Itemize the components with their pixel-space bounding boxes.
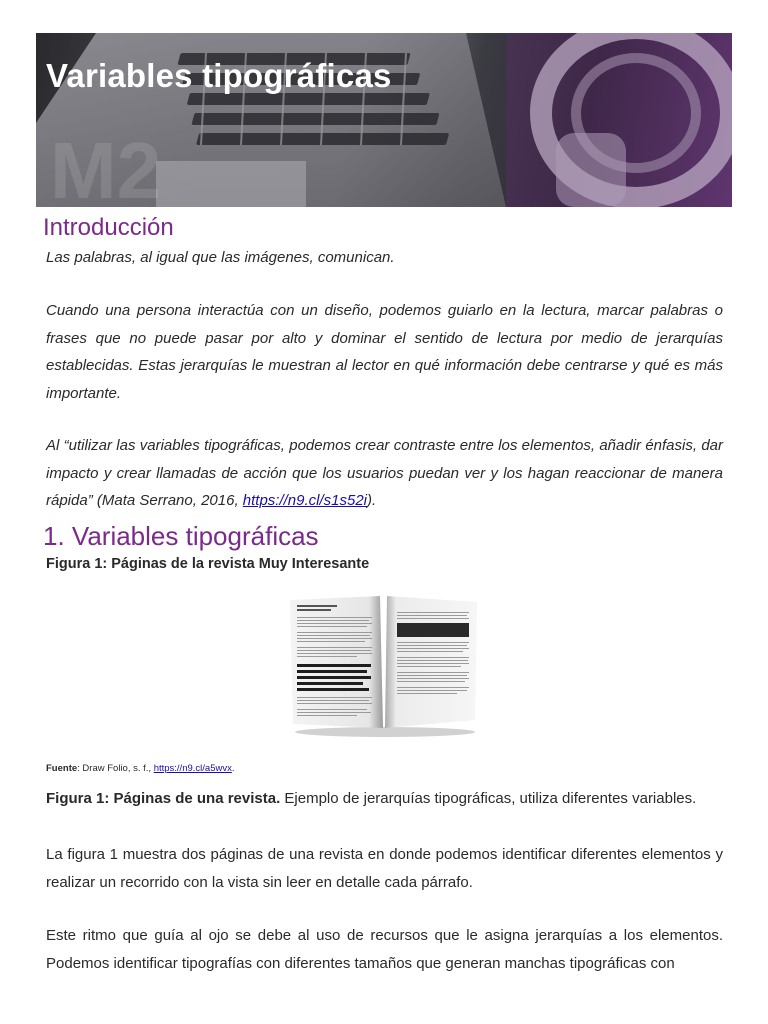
figure-caption — [46, 790, 696, 807]
caption-text: Ejemplo de jerarquías tipográficas, utiliza diferentes variables. — [280, 790, 697, 807]
intro-quote-text: Al “utilizar las variables tipográficas, podemos crear contraste entre los elementos, añadir énfasis, dar impacto y crear llamadas de acción que los usuarios puedan ver y los hagan reaccionar de manera rápida” (Mata Serrano, 2016, — [46, 437, 723, 509]
citation-link[interactable]: https://n9.cl/s1s52i — [242, 492, 368, 509]
section-heading: 1. Variables tipográficas — [43, 521, 319, 551]
intro-paragraph-3 — [46, 432, 723, 515]
open-magazine-image — [285, 592, 485, 738]
magazine-figure — [285, 592, 485, 738]
intro-heading: Introducción — [43, 214, 174, 241]
intro-quote-end: ). — [367, 492, 377, 509]
section-paragraph-1: La figura 1 muestra dos páginas de una revista en donde podemos identificar diferentes elementos y realizar un recorrido con la vista sin leer en detalle cada párrafo. — [46, 846, 723, 891]
module-code: M2 — [50, 126, 162, 207]
intro-paragraph-2: Cuando una persona interactúa con un diseño, podemos guiarlo en la lectura, marcar palabras o frases que no puede pasar por alto y dominar el sentido de lectura por medio de jerarquías establecidas. Estas jerarquías le muestran al lector en qué información debe centrarse y qué es más importante. — [46, 302, 723, 402]
intro-paragraph-1: Las palabras, al igual que las imágenes, comunican. — [46, 249, 395, 266]
fuente-label: Fuente — [46, 763, 78, 774]
figure-source — [46, 763, 234, 774]
caption-bold: Figura 1: Páginas de una revista. — [46, 790, 281, 807]
fuente-end: . — [231, 763, 235, 774]
source-link[interactable]: https://n9.cl/a5wvx — [153, 763, 232, 774]
figure-label: Figura 1: Páginas de la revista Muy Interesante — [46, 556, 370, 572]
section-paragraph-2: Este ritmo que guía al ojo se debe al uso de recursos que le asigna jerarquías a los elementos. Podemos identificar tipografías con diferentes tamaños que generan manchas tipográficas con — [46, 927, 723, 972]
fuente-text: : Draw Folio, s. f., — [77, 763, 154, 774]
page-title: Variables tipográficas — [46, 57, 392, 94]
header-banner — [36, 33, 732, 207]
